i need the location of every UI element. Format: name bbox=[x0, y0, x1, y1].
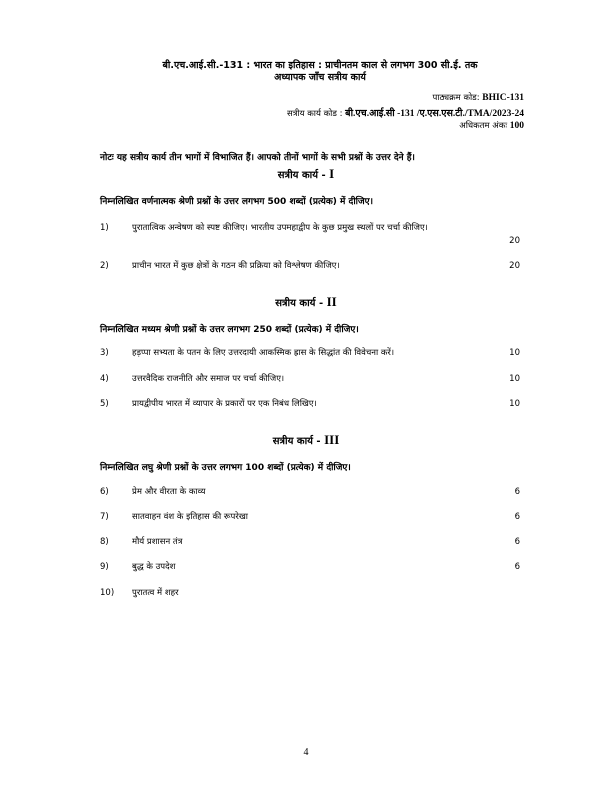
question-number: 6) bbox=[100, 487, 109, 497]
section-heading-1 bbox=[0, 166, 612, 182]
section-label: सत्रीय कार्य - bbox=[275, 298, 324, 309]
assignment-code bbox=[287, 106, 524, 119]
section-instruction-3: निम्नलिखित लघु श्रेणी प्रश्नों के उत्तर लगभग 100 शब्दों (प्रत्येक) में दीजिए। bbox=[100, 463, 351, 473]
assignment-code-label: सत्रीय कार्य कोड : bbox=[286, 109, 343, 119]
question-number: 5) bbox=[100, 399, 109, 409]
question-text: प्रायद्वीपीय भारत में व्यापार के प्रकारों पर एक निबंध लिखिए। bbox=[132, 399, 317, 409]
question-number: 3) bbox=[100, 348, 109, 358]
question-marks: 10 bbox=[509, 348, 520, 358]
question-marks: 6 bbox=[514, 562, 520, 572]
question-marks: 20 bbox=[509, 236, 520, 246]
page-number: 4 bbox=[303, 747, 309, 758]
question-text: पुरातत्व में शहर bbox=[132, 588, 179, 598]
question-number: 2) bbox=[100, 261, 109, 271]
question-marks: 10 bbox=[509, 374, 520, 384]
section-roman: I bbox=[329, 166, 335, 181]
question-number: 10) bbox=[100, 588, 115, 598]
question-number: 9) bbox=[100, 562, 109, 572]
question-text: बुद्ध के उपदेश bbox=[132, 562, 176, 572]
question-marks: 20 bbox=[509, 261, 520, 271]
section-roman: II bbox=[326, 294, 337, 309]
question-text: हड़प्पा सभ्यता के पतन के लिए उत्तरदायी आकस्मिक ह्रास के सिद्धांत की विवेचना करें। bbox=[132, 348, 395, 358]
question-text: पुरातात्विक अन्वेषण को स्पष्ट कीजिए। भारतीय उपमहाद्वीप के कुछ प्रमुख स्थलों पर चर्चा कीजिए। bbox=[132, 223, 428, 233]
max-marks-value: 100 bbox=[509, 121, 524, 131]
question-text: प्रेम और वीरता के काव्य bbox=[132, 487, 206, 497]
document-title bbox=[110, 60, 530, 84]
course-code-label: पाठ्यक्रम कोड: bbox=[432, 93, 480, 103]
question-number: 8) bbox=[100, 537, 109, 547]
max-marks-label: अधिकतम अंकः bbox=[459, 121, 508, 131]
section-heading-3 bbox=[0, 432, 612, 448]
section-roman: III bbox=[324, 432, 340, 447]
question-marks: 6 bbox=[514, 512, 520, 522]
section-label: सत्रीय कार्य - bbox=[272, 436, 321, 447]
max-marks bbox=[459, 120, 524, 131]
question-text: उत्तरवैदिक राजनीति और समाज पर चर्चा कीजिए। bbox=[132, 374, 285, 384]
section-label: सत्रीय कार्य - bbox=[277, 170, 326, 181]
question-text: सातवाहन वंश के इतिहास की रूपरेखा bbox=[132, 512, 248, 522]
question-marks: 10 bbox=[509, 399, 520, 409]
question-text: मौर्य प्रशासन तंत्र bbox=[132, 537, 183, 547]
instructions-note: नोटः यह सत्रीय कार्य तीन भागों में विभाजित हैं। आपको तीनों भागों के सभी प्रश्नों के उत्तर देने हैं। bbox=[100, 153, 415, 163]
question-number: 4) bbox=[100, 374, 109, 384]
course-code-value: BHIC-131 bbox=[482, 93, 524, 103]
course-code bbox=[433, 92, 525, 103]
question-number: 1) bbox=[100, 223, 109, 233]
section-heading-2 bbox=[0, 294, 612, 310]
section-instruction-2: निम्नलिखित मध्यम श्रेणी प्रश्नों के उत्तर लगभग 250 शब्दों (प्रत्येक) में दीजिए। bbox=[100, 325, 359, 335]
title-line-1: बी.एच.आई.सी.-131 : भारत का इतिहास : प्राचीनतम काल से लगभग 300 सी.ई. तक bbox=[162, 60, 478, 71]
question-text: प्राचीन भारत में कुछ क्षेत्रों के गठन की प्रक्रिया को विश्लेषण कीजिए। bbox=[132, 261, 340, 271]
question-marks: 6 bbox=[514, 487, 520, 497]
question-marks: 6 bbox=[514, 537, 520, 547]
question-number: 7) bbox=[100, 512, 109, 522]
section-instruction-1: निम्नलिखित वर्णनात्मक श्रेणी प्रश्नों के उत्तर लगभग 500 शब्दों (प्रत्येक) में दीजिए। bbox=[100, 197, 374, 207]
assignment-code-value: बी.एच.आई.सी -131 /ए.एस.एस.टी./TMA/2023-24 bbox=[345, 109, 524, 119]
title-line-2: अध्यापक जाँच सत्रीय कार्य bbox=[274, 72, 366, 83]
